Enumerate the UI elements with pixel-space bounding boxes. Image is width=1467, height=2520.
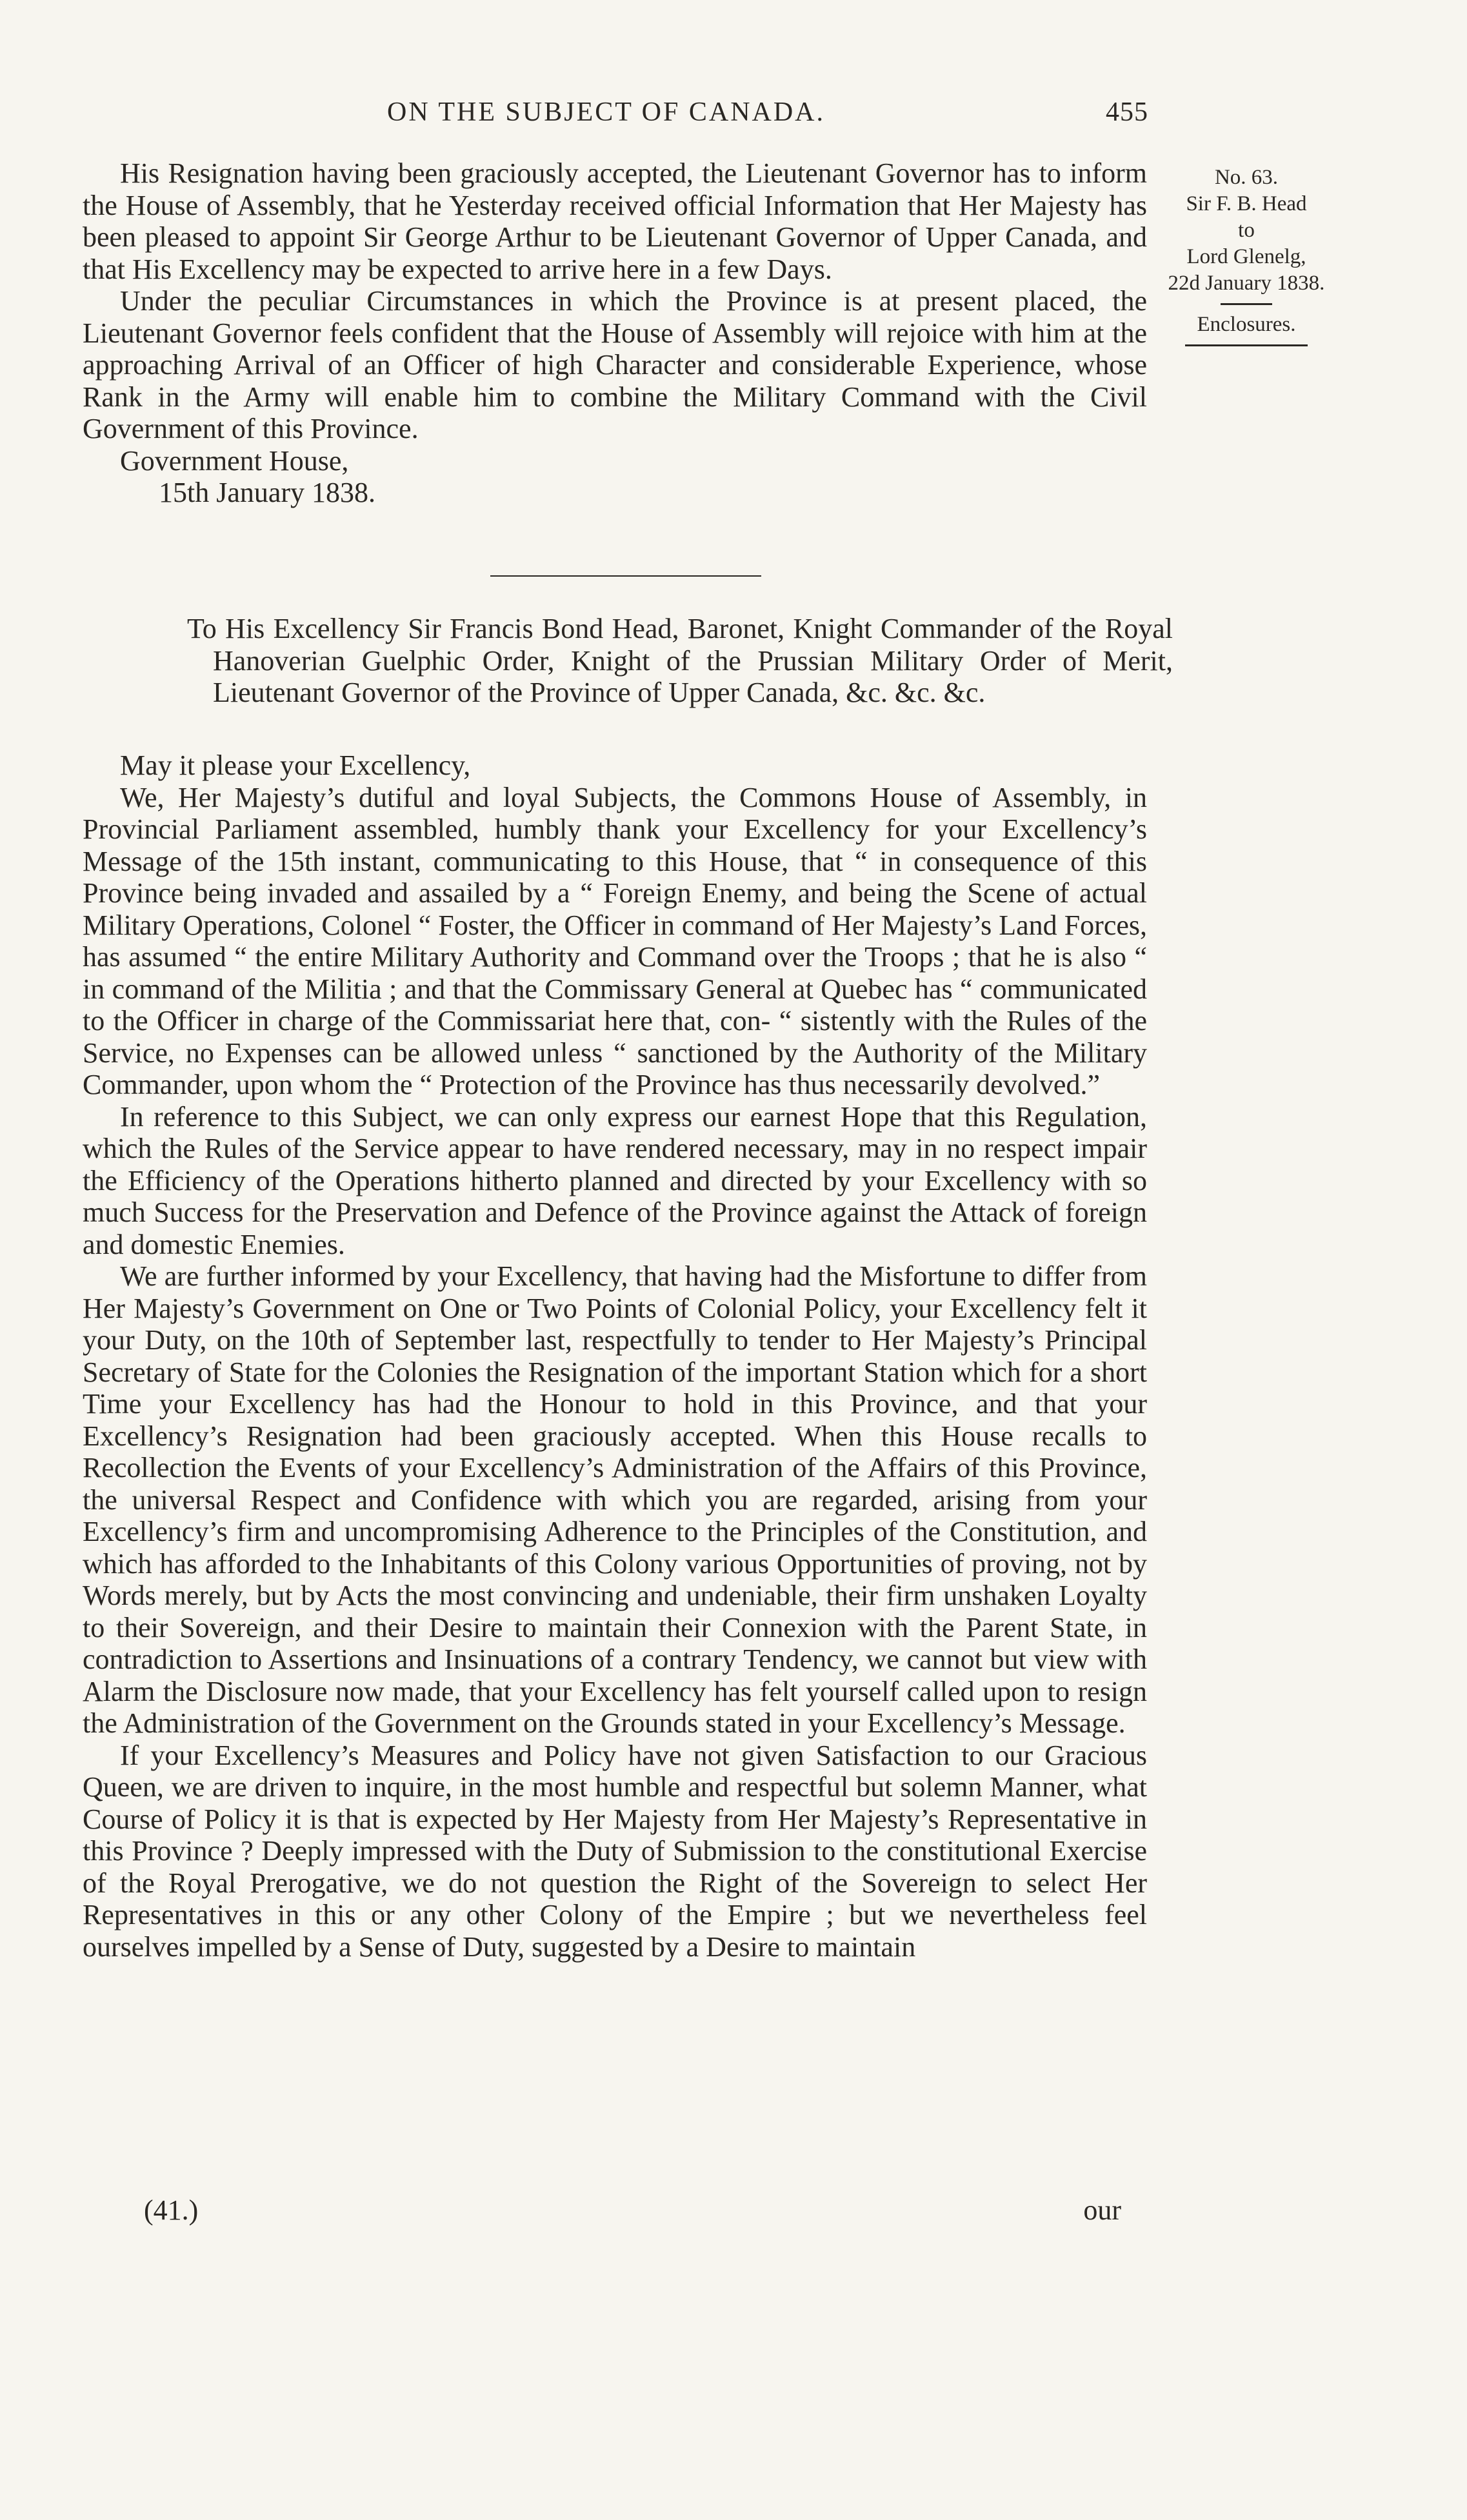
margin-note-sender: Sir F. B. Head	[1186, 192, 1307, 215]
section-divider	[490, 575, 761, 577]
message-paragraph-1: His Resignation having been graciously accepted, the Lieutenant Governor has to inform the House of Assembly, that he Yesterday received official Information that Her Majesty has been pleased to appoint Sir George Arthur to be Lieutenant Governor of Upper Canada, and that His Excellency may be expected to arrive here in a few Days.	[83, 157, 1147, 285]
signature-mark: (41.)	[144, 2194, 199, 2226]
message-block	[83, 157, 1147, 509]
running-title: ON THE SUBJECT OF CANADA.	[387, 97, 826, 127]
margin-note-date: 22d January 1838.	[1168, 272, 1325, 295]
margin-note	[1150, 164, 1343, 353]
address-heading: To His Excellency Sir Francis Bond Head, Baronet, Knight Commander of the Royal Hanoverian Guelphic Order, Knight of the Prussian Military Order of Merit, Lieutenant Governor of the Province of Upper Canada, &c. &c. &c.	[187, 613, 1173, 708]
margin-note-rule-2	[1185, 344, 1308, 346]
reply-paragraph-2: In reference to this Subject, we can only express our earnest Hope that this Regulation, which the Rules of the Service appear to have rendered necessary, may in no respect impair the Efficiency of the Operations hitherto planned and directed by your Excellency with so much Success for the Preservation and Defence of the Province against the Attack of foreign and domestic Enemies.	[83, 1100, 1147, 1260]
catchword: our	[1083, 2194, 1121, 2226]
margin-note-number: No. 63.	[1214, 166, 1279, 189]
salutation: May it please your Excellency,	[120, 749, 471, 781]
page-number: 455	[1106, 97, 1148, 127]
margin-note-recipient: Lord Glenelg,	[1186, 245, 1306, 268]
message-place: Government House,	[120, 444, 349, 477]
message-paragraph-2: Under the peculiar Circumstances in which the Province is at present placed, the Lieutenant Governor feels confident that the House of Assembly will rejoice with him at the approaching Arrival of an Officer of high Character and considerable Experience, whose Rank in the Army will enable him to combine the Military Command with the Civil Government of this Province.	[83, 285, 1147, 444]
reply-paragraph-3: We are further informed by your Excellency, that having had the Misfortune to differ from Her Majesty’s Government on One or Two Points of Colonial Policy, your Excellency felt it your Duty, on the 10th of September last, respectfully to tender to Her Majesty’s Principal Secretary of State for the Colonies the Resignation of the important Station which for a short Time your Excellency has had the Honour to hold in this Province, and that your Excellency’s Resignation had been graciously accepted. When this House recalls to Recollection the Events of your Excellency’s Administration of the Affairs of this Province, the universal Respect and Confidence with which you are regarded, arising from your Excellency’s firm and uncompromising Adherence to the Principles of the Constitution, and which has afforded to the Inhabitants of this Colony various Opportunities of proving, not by Words merely, but by Acts the most convincing and undeniable, their firm unshaken Loyalty to their Sovereign, and their Desire to maintain their Connexion with the Parent State, in contradiction to Assertions and Insinuations of a contrary Tendency, we cannot but view with Alarm the Disclosure now made, that your Excellency has felt yourself called upon to resign the Administration of the Government on the Grounds stated in your Excellency’s Message.	[83, 1260, 1147, 1739]
reply-paragraph-1: We, Her Majesty’s dutiful and loyal Subjects, the Commons House of Assembly, in Provincial Parliament assembled, humbly thank your Excellency for your Excellency’s Message of the 15th instant, communicating to this House, that “ in consequence of this Province being invaded and assailed by a “ Foreign Enemy, and being the Scene of actual Military Operations, Colonel “ Foster, the Officer in command of Her Majesty’s Land Forces, has assumed “ the entire Military Authority and Command over the Troops ; that he is also “ in command of the Militia ; and that the Commissary General at Quebec has “ communicated to the Officer in charge of the Commissariat here that, con- “ sistently with the Rules of the Service, no Expenses can be allowed unless “ sanctioned by the Authority of the Military Commander, upon whom the “ Protection of the Province has thus necessarily devolved.”	[83, 781, 1147, 1100]
reply-block	[83, 749, 1147, 1963]
reply-paragraph-4: If your Excellency’s Measures and Policy have not given Satisfaction to our Gracious Queen, we are driven to inquire, in the most humble and respectful but solemn Manner, what Course of Policy it is that is expected by Her Majesty from Her Majesty’s Representative in this Province ? Deeply impressed with the Duty of Submission to the constitutional Exercise of the Royal Prerogative, we do not question the Right of the Sovereign to select Her Representatives in this or any other Colony of the Empire ; but we nevertheless feel ourselves impelled by a Sense of Duty, suggested by a Desire to maintain	[83, 1739, 1147, 1963]
message-date: 15th January 1838.	[159, 477, 376, 508]
margin-note-enclosures: Enclosures.	[1197, 313, 1296, 336]
margin-note-rule-1	[1221, 303, 1272, 305]
margin-note-to: to	[1238, 219, 1255, 242]
